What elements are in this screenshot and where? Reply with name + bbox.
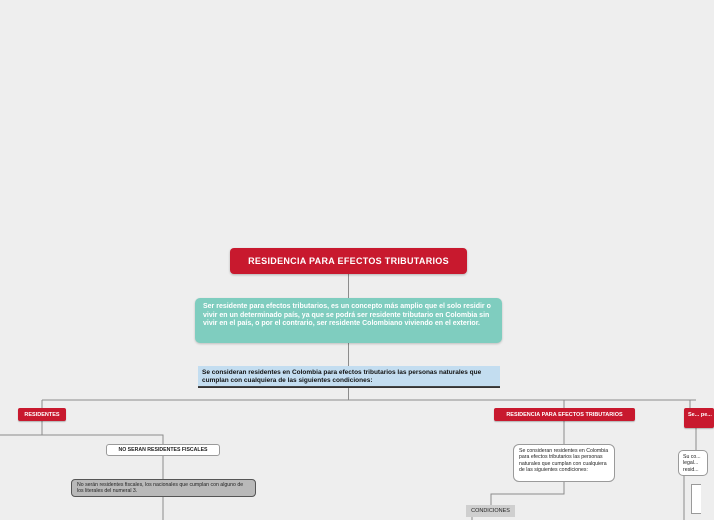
no-residentes-note-node[interactable] xyxy=(71,479,256,497)
condiciones-label: CONDICIONES xyxy=(471,508,510,514)
right-edge-node-partial[interactable] xyxy=(691,484,701,514)
root-node[interactable] xyxy=(230,248,467,274)
no-residentes-node[interactable] xyxy=(106,444,220,456)
branch-residencia-label: RESIDENCIA PARA EFECTOS TRIBUTARIOS xyxy=(506,411,623,418)
connector-intro-branches xyxy=(42,387,696,400)
branch-residencia[interactable] xyxy=(494,408,635,421)
connector-residentes-children xyxy=(0,421,163,444)
conditions-intro-node[interactable] xyxy=(198,366,500,387)
branch-right-label: Se... pe... xyxy=(688,412,712,418)
branch-residentes[interactable] xyxy=(18,408,66,421)
residencia-note-node[interactable] xyxy=(513,444,615,482)
residencia-note-text: Se consideran residentes en Colombia para efectos tributarios las personas naturales que cumplan con cualquiera de las siguientes condiciones: xyxy=(519,448,609,473)
conditions-intro-text: Se consideran residentes en Colombia para efectos tributarios las personas naturales que cumplan con cualquiera de las siguientes condiciones: xyxy=(202,369,482,384)
no-residentes-note-text: No serán residentes fiscales, los nacionales que cumplan con alguno de los literales del numeral 3. xyxy=(77,482,244,495)
branch-right-partial[interactable] xyxy=(684,408,714,428)
definition-text: Ser residente para efectos tributarios, es un concepto más amplio que el solo residir o vivir en un determinado país, ya que se podrá ser residente tributario en Colombia sin vivir en el país, o por el contrario, ser residente Colombiano viviendo en el exterior. xyxy=(203,303,491,327)
no-residentes-label: NO SERAN RESIDENTES FISCALES xyxy=(118,446,208,453)
root-title: RESIDENCIA PARA EFECTOS TRIBUTARIOS xyxy=(248,256,449,266)
connector-note-condiciones xyxy=(491,482,564,505)
right-note-node[interactable] xyxy=(678,450,708,476)
branch-residentes-label: RESIDENTES xyxy=(24,411,60,418)
definition-node[interactable] xyxy=(195,298,502,343)
condiciones-node[interactable] xyxy=(466,505,515,517)
right-note-text: Su co... legal... resid... xyxy=(683,454,701,473)
